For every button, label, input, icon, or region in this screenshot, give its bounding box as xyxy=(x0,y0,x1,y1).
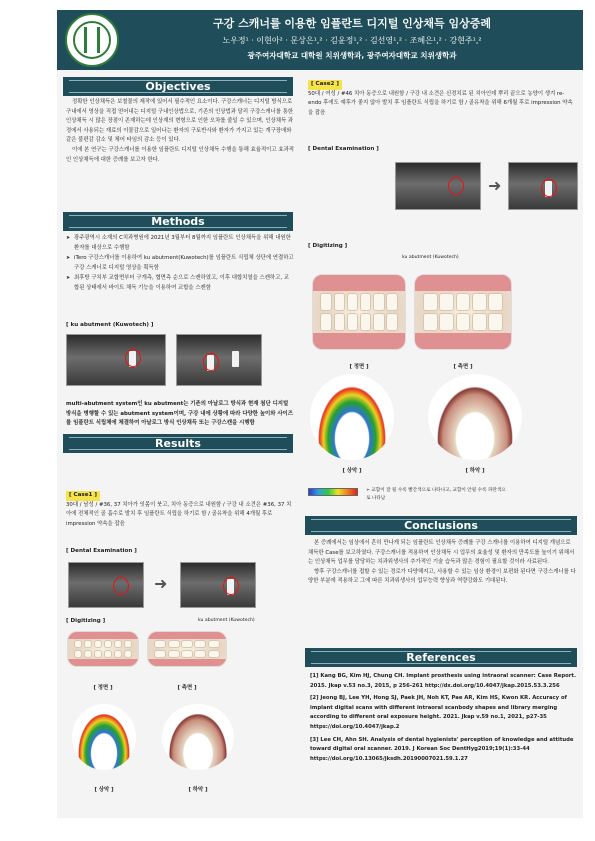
case2-xray-before xyxy=(395,162,481,210)
case2-tag: [ Case2 ] xyxy=(308,80,342,90)
ku-abutment-label: [ ku abutment (Kuwotech) ] xyxy=(66,322,154,328)
case1-xray-before xyxy=(68,562,144,608)
authors: 노우정¹ · 이현아² · 문상은¹,² · 김윤정¹,² · 김선영¹,² · 조혜은¹,² · 강현주¹,² xyxy=(222,36,482,45)
case2-dental-exam-label: [ Dental Examination ] xyxy=(308,146,379,152)
case1-block xyxy=(66,491,294,529)
case1-xray-after xyxy=(180,562,256,608)
case1-upper-label: [ 상악 ] xyxy=(94,787,114,793)
case2-digitizing-label: [ Digitizing ] xyxy=(308,243,348,249)
conclusions-heading: Conclusions xyxy=(305,516,577,535)
results-heading: Results xyxy=(63,434,293,453)
case1-side-label: [ 측면 ] xyxy=(177,685,197,691)
poster-header xyxy=(57,10,583,70)
case2-block xyxy=(308,80,576,118)
case1-ku-note: ku abutment (Kuwotech) xyxy=(198,618,255,623)
case2-lower-label: [ 하악 ] xyxy=(465,468,485,474)
xray-ku-abutment-2 xyxy=(176,334,262,386)
conclusions-p2: 향후 구강스캐너를 접할 수 있는 경로가 다양해지고, 사용할 수 있는 임상 환경이 보편화 된다면 구강스캐너를 다양한 부분에 적용하고 그에 따른 치과위생사의 업무능력 향상과 역량강화도 기대된다. xyxy=(308,568,576,585)
reference-item: [2] Jeong BJ, Lee YH, Hong SJ, Paek JH, Noh KT, Pae AR, Kim HS, Kwon KR. Accuracy of implant digital scans with different intraoral scanbody shapes and library merging according to different oral exposure height. 2021. Jkap v.59 no.1, 2021, p27-35 https://doi.org/10.4047/jkap.2 xyxy=(310,695,567,730)
case1-front-label: [ 정면 ] xyxy=(93,685,113,691)
references-list xyxy=(310,672,576,767)
arrow-right-icon: ➜ xyxy=(154,574,168,593)
conclusions-text xyxy=(308,539,576,587)
case2-side-label: [ 측면 ] xyxy=(453,364,473,370)
case2-front-label: [ 정면 ] xyxy=(349,364,369,370)
case1-scan-front xyxy=(67,631,139,667)
case2-upper-label: [ 상악 ] xyxy=(342,468,362,474)
methods-item: ➤ 광주광역시 소재의 C치과병원에 2021년 3월부터 8월까지 임플란트 인상채득을 위해 내원한 환자를 대상으로 수행함 xyxy=(66,234,294,253)
reference-item: [3] Lee CH, Ahn SH. Analysis of dental hygienists' perception of knowledge and attitude toward digital oral scanner. 2019. J Korean Soc DentHyg2019;19(1):33-44 https://doi.org/10.13065/jksdh.20190007021.59.1.27 xyxy=(310,736,574,762)
case1-text: 30대 / 남성 / #36, 37 치아가 잇몸이 붓고, 치아 동증으로 내원함 / 구강 내 소견은 #36, 37 치아에 전체적인 골 흡수로 발치 후 임플란트 식립을 하기로 함 / 골유착을 위해 4개월 후로 impression 약속을 잡음 xyxy=(66,501,292,527)
case2-scan-upper xyxy=(310,374,394,460)
objectives-p2: 이에 본 연구는 구강스캐너를 이용한 임플란트 디지털 인상채득 수행을 통해 효율적이고 효과적인 인상채득에 대한 증례를 보고자 한다. xyxy=(66,146,294,163)
objectives-text xyxy=(66,98,294,165)
xray-ku-abutment-1 xyxy=(66,334,166,386)
objectives-p1: 정확한 인상채득은 보철물의 제작에 있어서 필수적인 요소이다. 구강스캐너는 디지털 방식으로 구내에서 영상을 직접 얻어내는 디지털 구내인상법으로, 기존의 인상법과 달리 구강스캐너를 통한 인상채득 시 많은 장점이 존재하는데 인상재의 변형으로 인한 오차를 줄일 수 있으며, 인상채득 과정에서 사용되는 재료의 이물감으로 일어나는 환자의 구토반사와 환자가 가지고 있는 개구장애와 같은 불편감 감소 및 체어 타임의 감소 등이 있다. xyxy=(66,99,294,144)
case2-text: 50대 / 여성 / #46 치아 동증으로 내원함 / 구강 내 소견은 신경치료 된 치아인데 뿌리 끝으로 농양이 생겨 re-endo 후에도 예후가 좋지 않아 발치 후 임플란트 식립을 하기로 함 / 골유착을 위해 6개월 후로 impression 약속을 잡음 xyxy=(308,90,573,116)
ku-caption: multi-abutment system인 ku abutment는 기존의 아날로그 방식과 현재 첨단 디지털 방식을 병행할 수 있는 abutment system이며, 구강 내에 상황에 따라 다양한 높이와 사이즈를 임플란트 식립체에 체결하여 아날로그 방식 인상채득 또는 구강스캔을 시행함 xyxy=(66,401,293,427)
methods-heading: Methods xyxy=(63,212,293,231)
objectives-heading: Objectives xyxy=(63,77,293,96)
methods-item: ➤ iTero 구강스캐너를 이용하여 ku abutment(Kuwotech)를 임플란트 식립체 상단에 연결하고 구강 스캐너로 디지털 영상을 획득함 xyxy=(66,254,294,273)
case2-ku-note: ku abutment (Kuwotech) xyxy=(402,255,459,260)
case1-tag: [ Case1 ] xyxy=(66,491,100,501)
occlusion-color-legend xyxy=(308,488,358,496)
case2-xray-after xyxy=(508,162,578,210)
references-heading: References xyxy=(305,648,577,667)
case2-scan-front xyxy=(312,274,406,350)
methods-item: ➤ 최후방 구치부 교합면부터 구개측, 협면측 순으로 스캔하였고, 이후 대합치열을 스캔하고, 교합된 상태에서 바이트 채득 기능을 이용하여 교합을 스캔함 xyxy=(66,274,294,293)
case1-lower-label: [ 하악 ] xyxy=(188,787,208,793)
occlusion-legend-text: ➢ 교합이 잘 될 수록 빨간색으로 나타나고, 교합이 안될 수록 파란색으로 나타남 xyxy=(366,488,506,501)
university-logo xyxy=(65,13,119,67)
case1-scan-side xyxy=(147,631,227,667)
case1-scan-upper xyxy=(72,704,136,770)
case1-digitizing-label: [ Digitizing ] xyxy=(66,618,106,624)
case2-scan-side xyxy=(414,274,512,350)
conclusions-p1: 본 증례에서는 임상에서 흔히 만나게 되는 임플란트 인상채득 증례를 구강 스캐너를 이용하여 디지털 개념으로 채득한 Case를 보고하였다. 구강스캐너를 적용하여 인상채득 시 업무의 효율성 및 환자의 만족도를 높이기 위해서는 인상채득 업무를 담당하는 치과위생사의 추가적인 기술 습득과 많은 경험이 필요할 것이라 사료된다. xyxy=(308,540,575,566)
arrow-right-icon: ➜ xyxy=(488,176,502,195)
affiliation: 광주여자대학교 대학원 치위생학과, 광주여자대학교 치위생학과 xyxy=(247,51,457,60)
poster-title: 구강 스캐너를 이용한 임플란트 디지털 인상채득 임상증례 xyxy=(213,17,491,30)
reference-item: [1] Kang BG, Kim HJ, Chung CH. Implant prosthesis using intraoral scanner: Case Report. 2015. Jkap v.53 no.3, 2015, p 256-261 http://dx.doi.org/10.4047/jkap.2015.53.3.256 xyxy=(310,673,576,689)
methods-list xyxy=(66,234,294,295)
case1-dental-exam-label: [ Dental Examination ] xyxy=(66,548,137,554)
case1-scan-lower xyxy=(162,704,234,770)
case2-scan-lower xyxy=(428,374,522,460)
